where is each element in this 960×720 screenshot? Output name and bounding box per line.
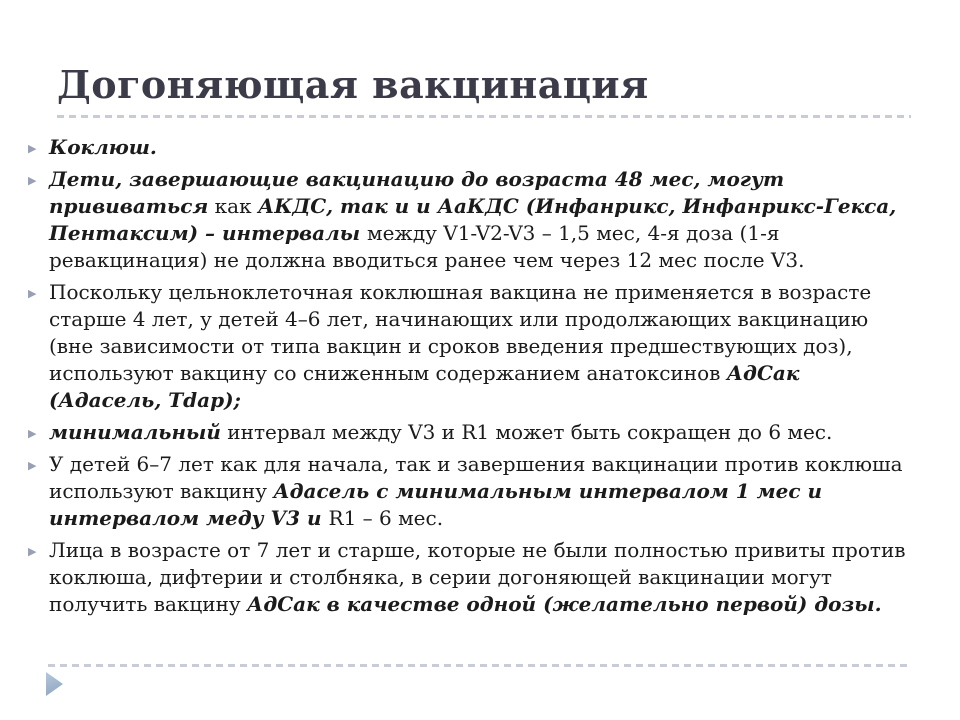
bullet-text: Коклюш.: [49, 135, 157, 159]
list-item: [28, 537, 914, 618]
page-title: Догоняющая вакцинация: [57, 62, 649, 107]
bullet-list: [28, 134, 914, 618]
bullet-triangle-icon: ▶: [28, 142, 37, 155]
slide-body: [28, 134, 914, 623]
list-item: [28, 166, 914, 274]
footer-dotted-divider: [48, 664, 912, 667]
bullet-text: Поскольку цельноклеточная коклюшная вакцина не применяется в возрасте старше 4 лет, у детей 4–6 лет, начинающих или продолжающих вакцинацию (вне зависимости от типа вакцин и сроков введения предшествующих доз), используют вакцину со сниженным содержанием анатоксинов АдСак (Адасель, Tdap);: [49, 280, 872, 412]
bullet-triangle-icon: ▶: [28, 545, 37, 558]
bullet-text: Дети, завершающие вакцинацию до возраста 48 мес, могут прививаться как АКДС, так и и АаКДС (Инфанрикс, Инфанрикс-Гекса, Пентаксим) – интервалы между V1-V2-V3 – 1,5 мес, 4-я доза (1-я ревакцинация) не должна вводиться ранее чем через 12 мес после V3.: [49, 167, 897, 272]
corner-triangle-icon: [46, 672, 63, 696]
bullet-text: У детей 6–7 лет как для начала, так и завершения вакцинации против коклюша используют вакцину Адасель с минимальным интервалом 1 мес и интервалом меду V3 и R1 – 6 мес.: [49, 452, 903, 530]
bullet-text: Лица в возрасте от 7 лет и старше, которые не были полностью привиты против коклюша, дифтерии и столбняка, в серии догоняющей вакцинации могут получить вакцину АдСак в качестве одной (желательно первой) дозы.: [49, 538, 906, 616]
list-item: [28, 419, 914, 446]
title-dotted-divider: [57, 115, 911, 118]
bullet-text: минимальный интервал между V3 и R1 может быть сокращен до 6 мес.: [49, 420, 833, 444]
bullet-triangle-icon: ▶: [28, 287, 37, 300]
bullet-triangle-icon: ▶: [28, 174, 37, 187]
list-item: [28, 451, 914, 532]
list-item: [28, 279, 914, 414]
bullet-triangle-icon: ▶: [28, 459, 37, 472]
list-item: [28, 134, 914, 161]
bullet-triangle-icon: ▶: [28, 427, 37, 440]
